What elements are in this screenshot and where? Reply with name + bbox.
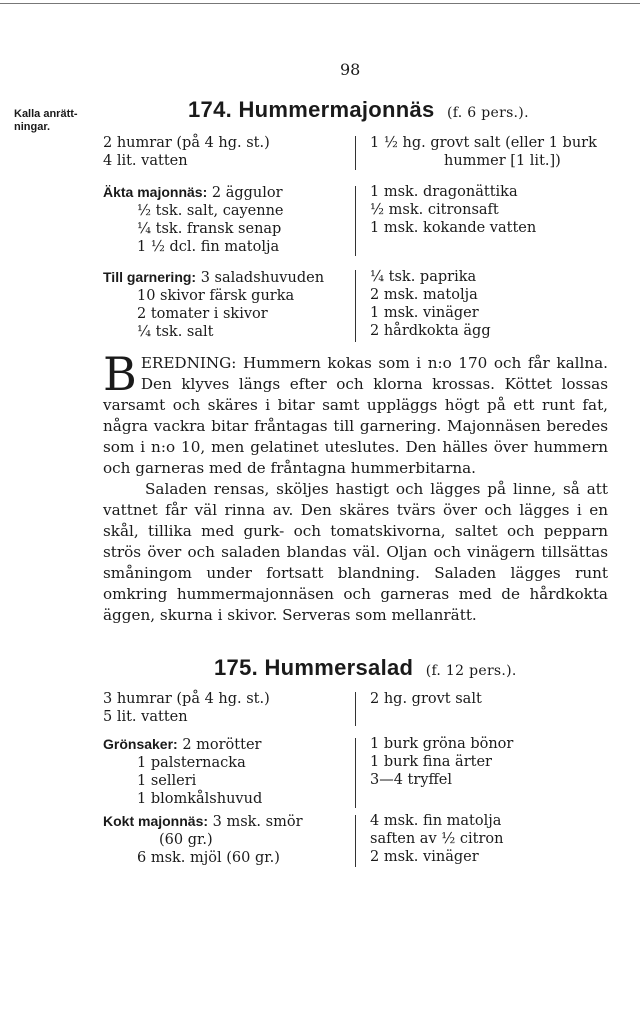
ingredient-line: ¼ tsk. salt (137, 324, 214, 340)
ingredient-line: 2 msk. vinäger (370, 849, 479, 865)
ingredient-line: 3 saladshuvuden (200, 270, 325, 286)
recipe-175-serves: (f. 12 pers.). (425, 663, 517, 679)
ingredient-line: ½ msk. citronsaft (370, 202, 499, 218)
margin-note: Kalla anrätt-ningar. (14, 108, 78, 133)
recipe-174-title: Hummermajonnäs (238, 97, 435, 122)
ingredient-line: 5 lit. vatten (103, 709, 188, 725)
ingredient-line: 1 ½ dcl. fin matolja (137, 239, 280, 255)
column-divider (355, 815, 356, 867)
recipe-175-heading (214, 655, 517, 681)
ingredient-line: 6 msk. mjöl (60 gr.) (137, 850, 280, 866)
column-divider (355, 136, 356, 170)
method-paragraph-2: Saladen rensas, sköljes hastigt och lägges på linne, så att vattnet får väl rinna av. Den skäres tvärs över och lägges i en skål, tillika med gurk- och tomatskivorna, saltet och pepparn strös över och saladen blandas väl. Oljan och vinägern tillsättas småningom under fortsatt blandning. Saladen lägges runt omkring hummermajonnäsen och garneras med de hårdkokta äggen, skurna i skivor. Serveras som mellanrätt. (103, 480, 608, 624)
veg-label: Grönsaker: (103, 736, 178, 752)
column-divider (355, 270, 356, 342)
ingredient-line: ¼ tsk. fransk senap (137, 221, 282, 237)
ingredient-line: 1 blomkålshuvud (137, 791, 263, 807)
column-divider (355, 186, 356, 256)
recipe-174-ingredients-left (103, 134, 270, 170)
ingredient-line: 10 skivor färsk gurka (137, 288, 295, 304)
column-divider (355, 692, 356, 726)
mayo-label: Äkta majonnäs: (103, 184, 208, 200)
garnish-label: Till garnering: (103, 269, 197, 285)
recipe-175-veg-right (370, 735, 513, 789)
ingredient-line: 1 palsternacka (137, 755, 246, 771)
ingredient-line: 1 selleri (137, 773, 197, 789)
ingredient-line: hummer [1 lit.]) (444, 153, 561, 169)
recipe-174-ingredients-right (370, 134, 597, 170)
page-number: 98 (340, 60, 361, 79)
ingredient-line: (60 gr.) (159, 832, 213, 848)
mayo-label: Kokt majonnäs: (103, 813, 209, 829)
ingredient-line: 3 msk. smör (212, 814, 303, 830)
ingredient-line: saften av ½ citron (370, 831, 504, 847)
recipe-174-mayo-left (103, 183, 284, 256)
recipe-174-garnish-right (370, 268, 491, 340)
ingredient-line: 3 humrar (på 4 hg. st.) (103, 691, 270, 707)
recipe-175-mayo-left (103, 812, 303, 867)
recipe-174-number: 174. (188, 97, 233, 122)
recipe-174-serves: (f. 6 pers.). (447, 105, 529, 121)
ingredient-line: ¼ tsk. paprika (370, 269, 477, 285)
recipe-174-garnish-left (103, 268, 324, 341)
ingredient-line: 2 tomater i skivor (137, 306, 268, 322)
recipe-175-mayo-right (370, 812, 504, 866)
recipe-174-method (103, 347, 608, 626)
recipe-175-ingredients-left (103, 690, 270, 726)
ingredient-line: ½ tsk. salt, cayenne (137, 203, 284, 219)
ingredient-line: 2 äggulor (211, 185, 283, 201)
ingredient-line: 1 burk gröna bönor (370, 736, 514, 752)
ingredient-line: 1 burk fina ärter (370, 754, 492, 770)
ingredient-line: 1 msk. dragonättika (370, 184, 518, 200)
ingredient-line: 4 msk. fin matolja (370, 813, 502, 829)
ingredient-line: 3—4 tryffel (370, 772, 453, 788)
page-top-edge (0, 3, 640, 4)
ingredient-line: 4 lit. vatten (103, 153, 188, 169)
method-paragraph-1: EREDNING: Hummern kokas som i n:o 170 och får kallna. Den klyves längs efter och klorna krossas. Köttet lossas varsamt och skäres i bitar samt uppläggs högt på ett runt fat, några vackra bitar fråntagas till garnering. Majonnäsen beredes som i n:o 10, men gelatinet uteslutes. Den hälles över hummern och garneras med de fråntagna hummerbitarna. (103, 354, 608, 477)
ingredient-line: 2 humrar (på 4 hg. st.) (103, 135, 270, 151)
recipe-174-mayo-right (370, 183, 536, 237)
recipe-175-number: 175. (214, 655, 259, 680)
ingredient-line: 2 hårdkokta ägg (370, 323, 491, 339)
recipe-175-veg-left (103, 735, 262, 808)
recipe-175-ingredients-right (370, 690, 482, 708)
recipe-174-heading (188, 97, 529, 123)
ingredient-line: 2 morötter (182, 737, 262, 753)
ingredient-line: 2 hg. grovt salt (370, 691, 482, 707)
ingredient-line: 1 msk. kokande vatten (370, 220, 537, 236)
ingredient-line: 2 msk. matolja (370, 287, 478, 303)
drop-cap: B (103, 347, 137, 401)
ingredient-line: 1 msk. vinäger (370, 305, 479, 321)
recipe-175-title: Hummersalad (264, 655, 414, 680)
ingredient-line: 1 ½ hg. grovt salt (eller 1 burk (370, 135, 597, 151)
column-divider (355, 738, 356, 808)
